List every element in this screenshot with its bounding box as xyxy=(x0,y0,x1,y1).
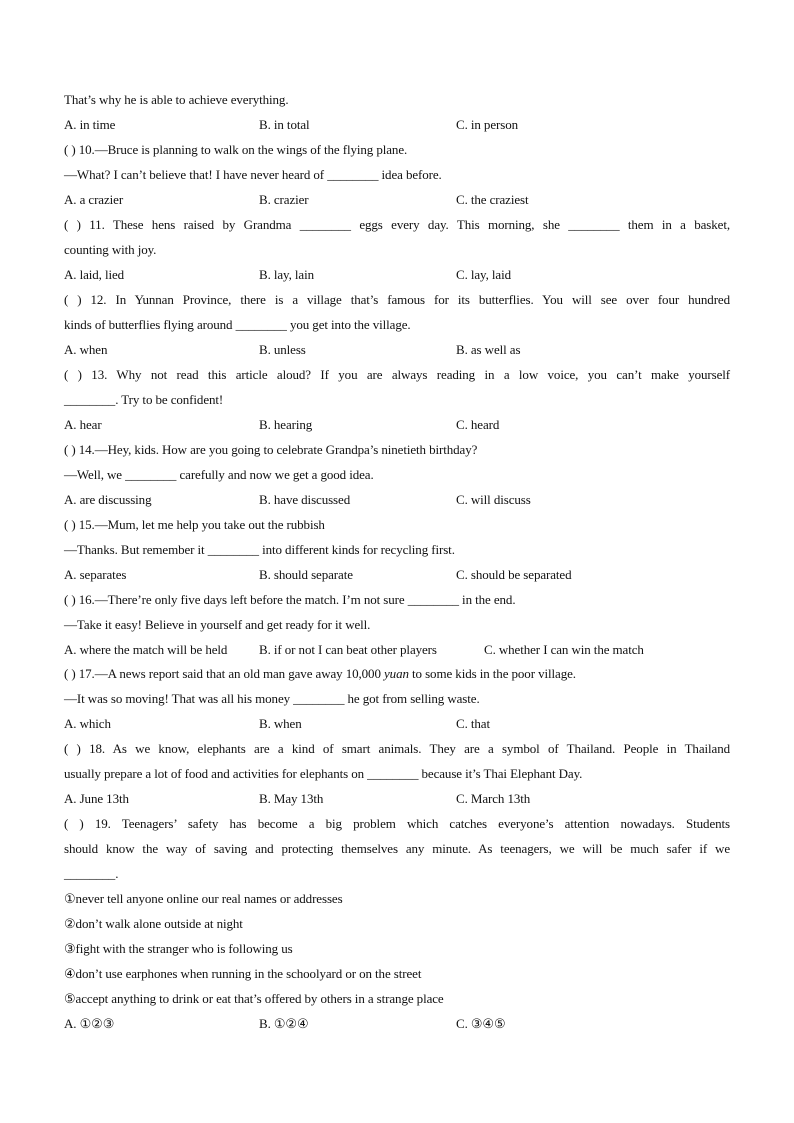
q17-stem-post: to some kids in the poor village. xyxy=(408,666,576,681)
q14-options xyxy=(64,487,730,512)
q18-option-a[interactable]: A. June 13th xyxy=(64,791,129,806)
q13-option-a[interactable]: A. hear xyxy=(64,417,102,432)
q17-option-c[interactable]: C. that xyxy=(456,716,490,731)
q19-options xyxy=(64,1011,730,1036)
q18-stem: ( ) 18. As we know, elephants are a kind of smart animals. They are a symbol of Thailand. People in Thailand xyxy=(64,741,730,756)
q13-option-c[interactable]: C. heard xyxy=(456,417,500,432)
q18-options xyxy=(64,786,730,811)
q17-stem-2: —It was so moving! That was all his money ________ he got from selling waste. xyxy=(64,691,480,706)
q19-stem-3: ________. xyxy=(64,866,119,881)
q19-option-a[interactable]: A. ①②③ xyxy=(64,1016,115,1031)
q12-options xyxy=(64,337,730,362)
q16-stem: ( ) 16.—There’re only five days left before the match. I’m not sure ________ in the end. xyxy=(64,592,516,607)
q10-option-c[interactable]: C. the craziest xyxy=(456,192,529,207)
q11-stem-2: counting with joy. xyxy=(64,242,157,257)
q12-option-b[interactable]: B. unless xyxy=(259,342,306,357)
q9-option-a[interactable]: A. in time xyxy=(64,117,116,132)
q15-option-c[interactable]: C. should be separated xyxy=(456,567,572,582)
q15-stem-2: —Thanks. But remember it ________ into different kinds for recycling first. xyxy=(64,542,455,557)
q10-stem-2: —What? I can’t believe that! I have never heard of ________ idea before. xyxy=(64,167,442,182)
q12-stem-2: kinds of butterflies flying around ________ you get into the village. xyxy=(64,317,411,332)
q12-option-a[interactable]: A. when xyxy=(64,342,108,357)
q14-stem-2: —Well, we ________ carefully and now we get a good idea. xyxy=(64,467,374,482)
q19-option-c[interactable]: C. ③④⑤ xyxy=(456,1016,506,1031)
q14-option-c[interactable]: C. will discuss xyxy=(456,492,531,507)
q12-stem: ( ) 12. In Yunnan Province, there is a village that’s famous for its butterflies. You will see over four hundred xyxy=(64,292,730,307)
q10-option-a[interactable]: A. a crazier xyxy=(64,192,124,207)
q11-option-a[interactable]: A. laid, lied xyxy=(64,267,125,282)
q19-option-b[interactable]: B. ①②④ xyxy=(259,1016,309,1031)
q17-stem-pre: ( ) 17.—A news report said that an old man gave away 10,000 xyxy=(64,666,385,681)
q18-stem-2: usually prepare a lot of food and activities for elephants on ________ because it’s Thai Elephant Day. xyxy=(64,766,583,781)
q19-item-4: ④don’t use earphones when running in the schoolyard or on the street xyxy=(64,966,422,981)
q14-option-a[interactable]: A. are discussing xyxy=(64,492,152,507)
q13-stem-2: ________. Try to be confident! xyxy=(64,392,224,407)
q9-options xyxy=(64,112,730,137)
q17-options xyxy=(64,711,730,736)
q12-option-c[interactable]: B. as well as xyxy=(456,342,521,357)
q15-option-a[interactable]: A. separates xyxy=(64,567,127,582)
q14-option-b[interactable]: B. have discussed xyxy=(259,492,351,507)
q11-options xyxy=(64,262,730,287)
q9-option-b[interactable]: B. in total xyxy=(259,117,310,132)
q10-stem: ( ) 10.—Bruce is planning to walk on the wings of the flying plane. xyxy=(64,142,408,157)
q18-option-b[interactable]: B. May 13th xyxy=(259,791,324,806)
q13-stem: ( ) 13. Why not read this article aloud? If you are always reading in a low voice, you can’t make yourself xyxy=(64,367,730,382)
q13-option-b[interactable]: B. hearing xyxy=(259,417,313,432)
q13-options xyxy=(64,412,730,437)
q9-option-c[interactable]: C. in person xyxy=(456,117,518,132)
q19-item-1: ①never tell anyone online our real names or addresses xyxy=(64,891,343,906)
q17-option-a[interactable]: A. which xyxy=(64,716,111,731)
q15-stem: ( ) 15.—Mum, let me help you take out the rubbish xyxy=(64,517,325,532)
q17-stem xyxy=(64,661,730,686)
q14-stem: ( ) 14.—Hey, kids. How are you going to celebrate Grandpa’s ninetieth birthday? xyxy=(64,442,478,457)
intro-line: That’s why he is able to achieve everything. xyxy=(64,92,289,107)
q19-item-3: ③fight with the stranger who is following us xyxy=(64,941,293,956)
q19-item-2: ②don’t walk alone outside at night xyxy=(64,916,243,931)
q11-stem: ( ) 11. These hens raised by Grandma ________ eggs every day. This morning, she ________ them in a basket, xyxy=(64,217,730,232)
q16-option-b[interactable]: B. if or not I can beat other players xyxy=(259,642,437,657)
q19-item-5: ⑤accept anything to drink or eat that’s offered by others in a strange place xyxy=(64,991,444,1006)
q10-option-b[interactable]: B. crazier xyxy=(259,192,309,207)
q17-stem-currency: yuan xyxy=(384,666,409,681)
q17-option-b[interactable]: B. when xyxy=(259,716,302,731)
q16-option-c[interactable]: C. whether I can win the match xyxy=(484,642,644,657)
q16-options xyxy=(64,637,730,662)
q15-option-b[interactable]: B. should separate xyxy=(259,567,353,582)
q19-stem-2: should know the way of saving and protecting themselves any minute. As teenagers, we will be much safer if we xyxy=(64,841,730,856)
q11-option-b[interactable]: B. lay, lain xyxy=(259,267,315,282)
q11-option-c[interactable]: C. lay, laid xyxy=(456,267,512,282)
q18-option-c[interactable]: C. March 13th xyxy=(456,791,531,806)
q16-option-a[interactable]: A. where the match will be held xyxy=(64,642,228,657)
q16-stem-2: —Take it easy! Believe in yourself and get ready for it well. xyxy=(64,617,371,632)
q10-options xyxy=(64,187,730,212)
q19-stem: ( ) 19. Teenagers’ safety has become a big problem which catches everyone’s attention nowadays. Students xyxy=(64,816,730,831)
q15-options xyxy=(64,562,730,587)
